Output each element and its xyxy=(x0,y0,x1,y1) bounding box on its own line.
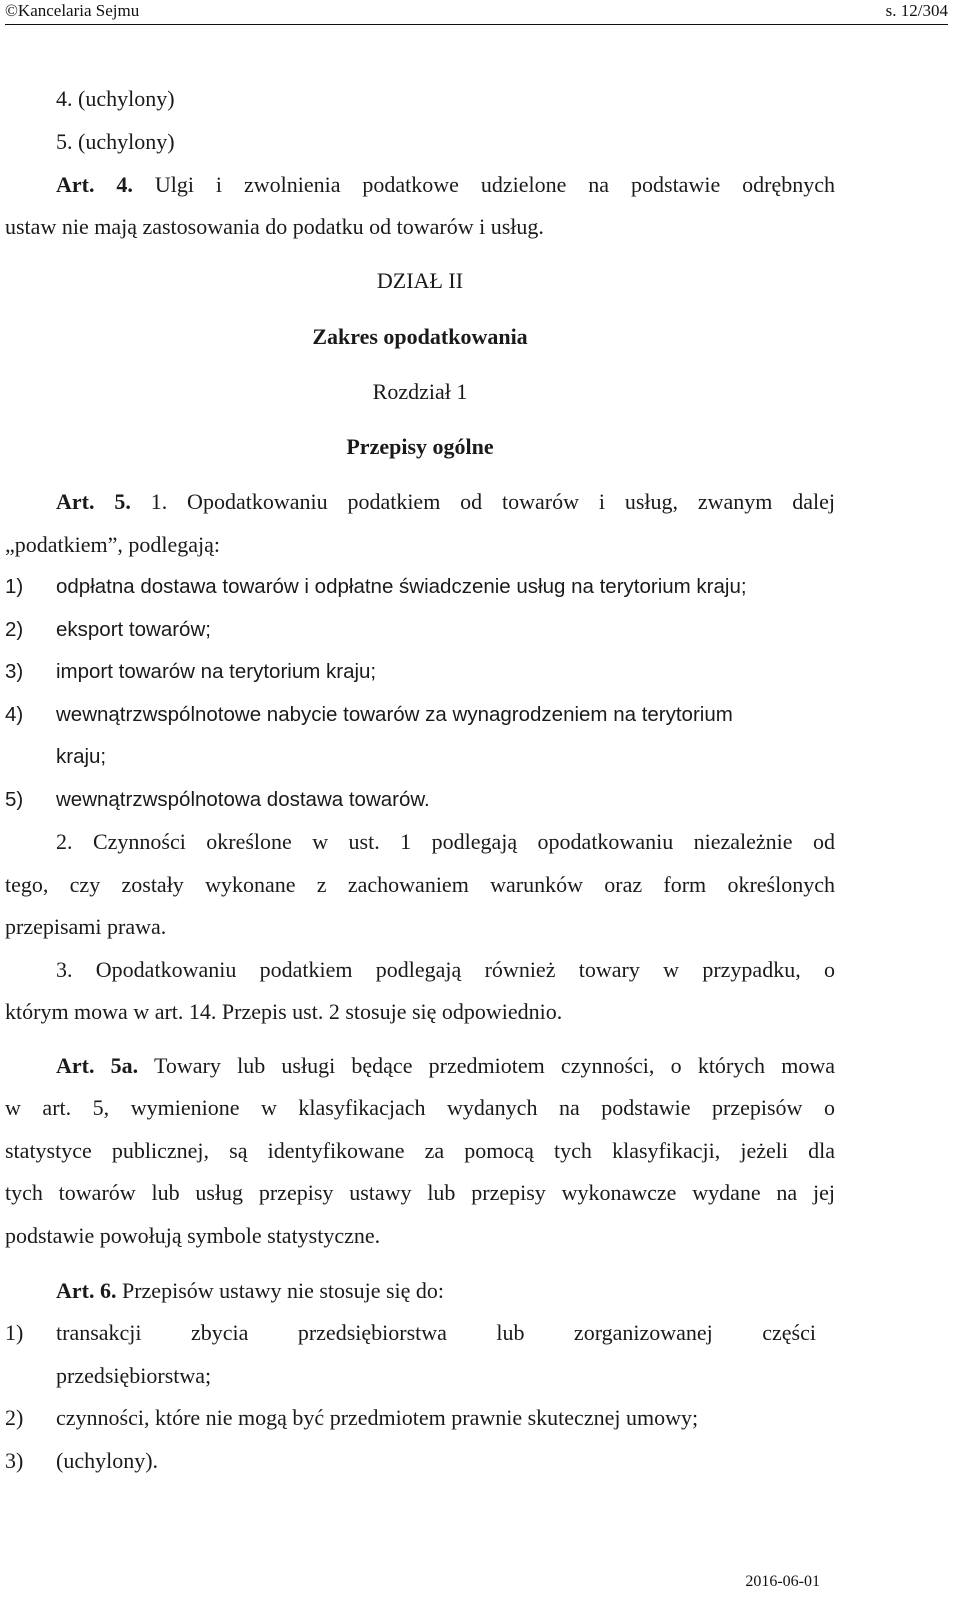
list-item: przedsiębiorstwa; xyxy=(56,1363,212,1388)
list-item: 2) eksport towarów; xyxy=(5,618,211,641)
list-item: 5) wewnątrzwspólnotowa dostawa towarów. xyxy=(5,788,430,811)
list-item: 4) wewnątrzwspólnotowe nabycie towarów za wynagrodzeniem na terytorium xyxy=(5,703,733,726)
list-item: 1) transakcji zbycia przedsiębiorstwa lub zorganizowanej części xyxy=(5,1320,816,1345)
page-header xyxy=(5,0,948,25)
list-item: 1) odpłatna dostawa towarów i odpłatne świadczenie usług na terytorium kraju; xyxy=(5,575,747,598)
art5a-line: w art. 5, wymienione w klasyfikacjach wydanych na podstawie przepisów o xyxy=(5,1095,835,1120)
art5-ust3-line: 3. Opodatkowaniu podatkiem podlegają również towary w przypadku, o xyxy=(56,957,835,982)
art6-label: Art. 6. xyxy=(56,1278,117,1303)
copyright-label: ©Kancelaria Sejmu xyxy=(5,1,140,20)
paragraph-5-repealed: 5. (uchylony) xyxy=(56,129,175,154)
art4-text: Ulgi i zwolnienia podatkowe udzielone na podstawie odrębnych xyxy=(132,172,835,197)
section-heading: DZIAŁ II xyxy=(376,268,464,293)
list-item: 3) (uchylony). xyxy=(5,1448,159,1473)
art4-second-line: ustaw nie mają zastosowania do podatku od towarów i usług. xyxy=(5,214,544,239)
art5-first-line: Art. 5. 1. Opodatkowaniu podatkiem od towarów i usług, zwanym dalej xyxy=(56,489,835,514)
page-number[interactable]: 12/304 xyxy=(900,1,948,20)
art5-ust2-line: przepisami prawa. xyxy=(5,914,167,939)
page-number-link[interactable] xyxy=(886,0,948,22)
page-prefix: s. xyxy=(885,1,901,20)
art5-label: Art. 5. xyxy=(56,489,131,514)
art4-label: Art. 4. xyxy=(56,172,133,197)
chapter-title: Przepisy ogólne xyxy=(346,434,494,459)
art5a-first-line: Art. 5a. Towary lub usługi będące przedmiotem czynności, o których mowa xyxy=(56,1053,835,1078)
footer-date: 2016-06-01 xyxy=(745,1573,820,1590)
art5-ust3-line: którym mowa w art. 14. Przepis ust. 2 stosuje się odpowiednio. xyxy=(5,999,563,1024)
art5-ust2-line: tego, czy zostały wykonane z zachowaniem warunków oraz form określonych xyxy=(5,872,835,897)
chapter-heading: Rozdział 1 xyxy=(372,379,468,404)
art5a-line: podstawie powołują symbole statystyczne. xyxy=(5,1223,381,1248)
art6-first-line: Art. 6. Przepisów ustawy nie stosuje się do: xyxy=(56,1278,445,1303)
paragraph-4-repealed: 4. (uchylony) xyxy=(56,86,175,111)
list-item: kraju; xyxy=(56,745,107,768)
art5-ust2-line: 2. Czynności określone w ust. 1 podlegają opodatkowaniu niezależnie od xyxy=(56,829,835,854)
art4-first-line xyxy=(56,170,835,200)
art5a-line: tych towarów lub usług przepisy ustawy lub przepisy wykonawcze wydane na jej xyxy=(5,1180,835,1205)
art5a-line: statystyce publicznej, są identyfikowane za pomocą tych klasyfikacji, jeżeli dla xyxy=(5,1138,835,1163)
art5a-label: Art. 5a. xyxy=(56,1053,139,1078)
list-item: 2) czynności, które nie mogą być przedmiotem prawnie skutecznej umowy; xyxy=(5,1405,699,1430)
list-item: 3) import towarów na terytorium kraju; xyxy=(5,660,377,683)
section-title: Zakres opodatkowania xyxy=(312,324,528,349)
art5-second-line: „podatkiem”, podlegają: xyxy=(5,532,221,557)
